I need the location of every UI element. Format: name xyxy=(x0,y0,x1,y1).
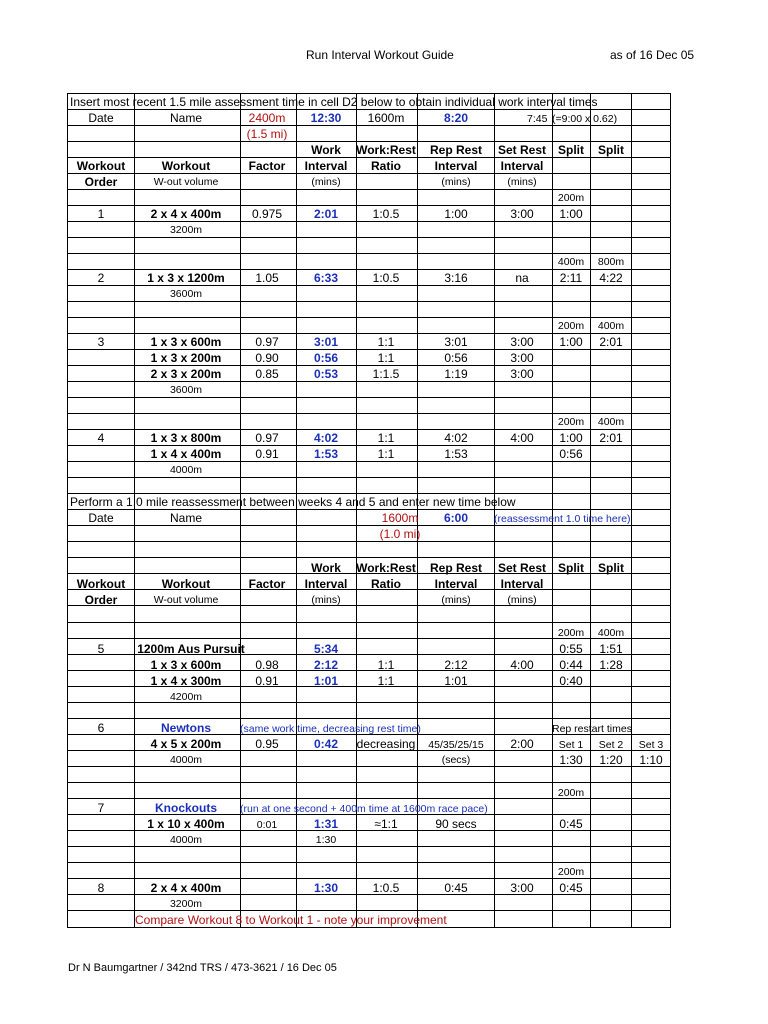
table-cell-text: 1600m xyxy=(367,111,405,125)
table-cell-text: 2 x 4 x 400m xyxy=(150,881,222,895)
table-cell-text: (reassessment 1.0 time here) xyxy=(494,513,631,525)
table-cell-text: 0.91 xyxy=(255,674,279,688)
table-cell-text: 3:01 xyxy=(313,335,339,349)
table-cell-text: 1:30 xyxy=(315,834,337,846)
grid-row-line xyxy=(67,541,671,542)
grid-column-line xyxy=(67,93,68,928)
table-cell-text: 1:31 xyxy=(313,817,339,831)
table-cell-text: 2 x 3 x 200m xyxy=(150,367,222,381)
table-cell-text: 8:20 xyxy=(443,111,469,125)
table-cell-text: Set Rest xyxy=(497,143,547,157)
table-cell-text: 4 xyxy=(97,431,105,445)
grid-row-line xyxy=(67,397,671,398)
table-cell-text: Name xyxy=(169,511,203,525)
table-cell-text: 200m xyxy=(557,192,585,204)
table-cell-text: Rep Rest xyxy=(429,143,483,157)
table-cell-text: Compare Workout 8 to Workout 1 - note your improvement xyxy=(135,913,447,927)
table-cell-text: 200m xyxy=(557,866,585,878)
table-cell-text: 3:01 xyxy=(444,335,468,349)
grid-row-line xyxy=(67,557,671,558)
table-cell-text: 2:12 xyxy=(444,658,468,672)
table-cell-text: 0:45 xyxy=(559,881,583,895)
grid-row-line xyxy=(67,477,671,478)
table-cell-text: Split xyxy=(558,143,584,157)
table-cell-text: 45/35/25/15 xyxy=(428,739,484,751)
table-cell-text: 1:0.5 xyxy=(372,881,400,895)
table-cell-text: (run at one second + 400m time at 1600m race pace) xyxy=(240,803,488,815)
grid-row-line xyxy=(67,782,671,783)
table-cell-text: 1:0.5 xyxy=(372,271,400,285)
table-cell-text: 1200m Aus Pursuit xyxy=(137,642,245,656)
table-cell-text: 0:53 xyxy=(313,367,339,381)
table-cell-text: 90 secs xyxy=(435,817,477,831)
table-cell-text: 3 xyxy=(97,335,105,349)
table-cell-text: 0:55 xyxy=(559,642,583,656)
table-cell-text: 1:30 xyxy=(559,753,583,767)
table-cell-text: 1:1.5 xyxy=(372,367,400,381)
table-cell-text: (mins) xyxy=(311,594,341,606)
grid-row-line xyxy=(67,846,671,847)
table-cell-text: Factor xyxy=(248,577,286,591)
table-cell-text: na xyxy=(515,271,529,285)
table-cell-text: (mins) xyxy=(311,176,341,188)
table-cell-text: Interval xyxy=(500,159,544,173)
table-cell-text: 3:00 xyxy=(510,207,534,221)
grid-row-line xyxy=(67,910,671,911)
table-cell-text: 0.975 xyxy=(251,207,283,221)
table-cell-text: 0.91 xyxy=(255,447,279,461)
table-cell-text: Knockouts xyxy=(154,801,218,815)
table-cell-text: 0:44 xyxy=(559,658,583,672)
table-cell-text: W-out volume xyxy=(153,594,219,606)
table-cell-text: Factor xyxy=(248,159,286,173)
table-cell-text: Interval xyxy=(434,159,478,173)
grid-column-line xyxy=(134,93,135,928)
table-cell-text: Work xyxy=(311,143,341,157)
table-cell-text: Interval xyxy=(500,577,544,591)
table-cell-text: (same work time, decreasing rest time) xyxy=(240,723,421,735)
table-cell-text: Date xyxy=(88,511,114,525)
grid-row-line xyxy=(67,237,671,238)
table-cell-text: Ratio xyxy=(371,159,401,173)
table-cell-text: Interval xyxy=(304,159,348,173)
table-cell-text: 0:45 xyxy=(559,817,583,831)
grid-column-line xyxy=(670,93,671,928)
table-cell-text: 1:51 xyxy=(599,642,623,656)
table-cell-text: Workout xyxy=(76,577,126,591)
table-cell-text: 1600m xyxy=(381,511,419,525)
table-cell-text: 1:1 xyxy=(377,658,395,672)
table-cell-text: 3600m xyxy=(169,288,203,300)
table-cell-text: Workout xyxy=(161,159,211,173)
table-cell-text: 6:00 xyxy=(443,511,469,525)
table-cell-text: 1:20 xyxy=(599,753,623,767)
table-cell-text: Work xyxy=(311,561,341,575)
table-cell-text: 4000m xyxy=(169,834,203,846)
grid-row-line xyxy=(67,589,671,590)
table-cell-text: Work:Rest xyxy=(356,561,416,575)
table-cell-text: 200m xyxy=(557,627,585,639)
table-cell-text: 2:01 xyxy=(599,335,623,349)
table-cell-text: 400m xyxy=(597,320,625,332)
table-cell-text: 6 xyxy=(97,721,105,735)
table-cell-text: W-out volume xyxy=(153,176,219,188)
table-cell-text: Order xyxy=(84,593,118,607)
table-cell-text: (secs) xyxy=(441,754,471,766)
table-cell-text: 4:00 xyxy=(510,431,534,445)
table-cell-text: 400m xyxy=(597,627,625,639)
table-cell-text: 1 x 10 x 400m xyxy=(147,817,225,831)
table-cell-text: Interval xyxy=(304,577,348,591)
grid-row-line xyxy=(67,718,671,719)
table-cell-text: 1:1 xyxy=(377,674,395,688)
table-cell-text: 1:1 xyxy=(377,351,395,365)
table-cell-text: 1:00 xyxy=(559,335,583,349)
table-cell-text: 4:22 xyxy=(599,271,623,285)
table-cell-text: 1 x 3 x 600m xyxy=(150,658,222,672)
table-cell-text: Order xyxy=(84,175,118,189)
table-cell-text: 1:53 xyxy=(444,447,468,461)
table-cell-text: ≈1:1 xyxy=(374,817,398,831)
table-cell-text: 6:33 xyxy=(313,271,339,285)
workout-table xyxy=(67,93,671,928)
table-cell-text: 0:56 xyxy=(444,351,468,365)
table-cell-text: 1:30 xyxy=(313,881,339,895)
table-cell-text: Perform a 1.0 mile reassessment between weeks 4 and 5 and enter new time below xyxy=(70,495,516,509)
table-cell-text: 4000m xyxy=(169,464,203,476)
table-cell-text: 0:56 xyxy=(313,351,339,365)
table-cell-text: 1 x 3 x 600m xyxy=(150,335,222,349)
table-cell-text: (mins) xyxy=(441,594,471,606)
table-cell-text: 1 xyxy=(97,207,105,221)
table-cell-text: 3200m xyxy=(169,224,203,236)
table-cell-text: 1:01 xyxy=(444,674,468,688)
table-cell-text: 5:34 xyxy=(313,642,339,656)
table-cell-text: (mins) xyxy=(507,594,537,606)
table-cell-text: Set 1 xyxy=(558,739,584,751)
table-cell-text: 800m xyxy=(597,256,625,268)
table-cell-text: Rep restart times xyxy=(552,723,632,735)
table-cell-text: 1 x 3 x 200m xyxy=(150,351,222,365)
table-cell-text: 7:45 xyxy=(527,113,548,125)
table-cell-text: 2:00 xyxy=(510,737,534,751)
table-cell-text: Rep Rest xyxy=(429,561,483,575)
table-cell-text: 1:10 xyxy=(639,753,663,767)
table-cell-text: 3:00 xyxy=(510,335,534,349)
table-cell-text: 1:28 xyxy=(599,658,623,672)
table-cell-text: 3200m xyxy=(169,898,203,910)
table-cell-text: 4000m xyxy=(169,754,203,766)
table-cell-text: 0.90 xyxy=(255,351,279,365)
table-cell-text: 1:1 xyxy=(377,335,395,349)
table-cell-text: 2 x 4 x 400m xyxy=(150,207,222,221)
table-cell-text: 2:01 xyxy=(599,431,623,445)
table-cell-text: 4200m xyxy=(169,691,203,703)
table-cell-text: Ratio xyxy=(371,577,401,591)
table-cell-text: 0.85 xyxy=(255,367,279,381)
table-cell-text: 1:00 xyxy=(559,431,583,445)
table-cell-text: 1 x 4 x 400m xyxy=(150,447,222,461)
table-cell-text: Set Rest xyxy=(497,561,547,575)
table-cell-text: 2 xyxy=(97,271,105,285)
table-cell-text: 1:19 xyxy=(444,367,468,381)
grid-row-line xyxy=(67,301,671,302)
table-cell-text: 2400m xyxy=(248,111,286,125)
table-cell-text: 0:56 xyxy=(559,447,583,461)
as-of-date: as of 16 Dec 05 xyxy=(610,48,695,62)
table-cell-text: 400m xyxy=(557,256,585,268)
table-cell-text: 1.05 xyxy=(255,271,279,285)
table-cell-text: decreasing xyxy=(356,737,416,751)
table-cell-text: 0.98 xyxy=(255,658,279,672)
table-cell-text: 4 x 5 x 200m xyxy=(150,737,222,751)
table-cell-text: Set 2 xyxy=(598,739,624,751)
table-cell-text: Newtons xyxy=(160,721,212,735)
table-cell-text: 8 xyxy=(97,881,105,895)
table-cell-text: 1:01 xyxy=(313,674,339,688)
table-cell-text: 1 x 4 x 300m xyxy=(150,674,222,688)
table-cell-text: 4:02 xyxy=(444,431,468,445)
table-cell-text: 12:30 xyxy=(310,111,342,125)
table-cell-text: 0.95 xyxy=(255,737,279,751)
grid-row-line xyxy=(67,862,671,863)
table-cell-text: 7 xyxy=(97,801,105,815)
table-cell-text: 4:00 xyxy=(510,658,534,672)
table-cell-text: Date xyxy=(88,111,114,125)
table-cell-text: Split xyxy=(558,561,584,575)
table-cell-text: 2:11 xyxy=(559,271,583,285)
table-cell-text: 200m xyxy=(557,787,585,799)
table-cell-text: Work:Rest xyxy=(356,143,416,157)
table-cell-text: 200m xyxy=(557,320,585,332)
table-cell-text: (mins) xyxy=(441,176,471,188)
table-cell-text: Workout xyxy=(76,159,126,173)
table-cell-text: 0:40 xyxy=(559,674,583,688)
grid-column-line xyxy=(631,93,632,928)
table-cell-text: (=9:00 x 0.62) xyxy=(552,113,618,125)
table-cell-text: 2:12 xyxy=(313,658,339,672)
table-cell-text: 0:42 xyxy=(313,737,339,751)
table-cell-text: Insert most recent 1.5 mile assessment time in cell D2 below to obtain individual work interval times xyxy=(70,95,598,109)
table-cell-text: 1:1 xyxy=(377,447,395,461)
table-cell-text: 1:0.5 xyxy=(372,207,400,221)
table-cell-text: Interval xyxy=(434,577,478,591)
table-cell-text: 3600m xyxy=(169,384,203,396)
table-cell-text: (1.0 mi) xyxy=(379,527,421,541)
table-cell-text: 0.97 xyxy=(255,431,279,445)
table-cell-text: Split xyxy=(598,143,624,157)
table-cell-text: 0:01 xyxy=(256,819,278,831)
table-cell-text: 1 x 3 x 1200m xyxy=(147,271,225,285)
table-cell-text: 3:00 xyxy=(510,351,534,365)
table-cell-text: 1:53 xyxy=(313,447,339,461)
table-cell-text: 0:45 xyxy=(444,881,468,895)
table-cell-text: 3:00 xyxy=(510,367,534,381)
table-cell-text: Set 3 xyxy=(638,739,664,751)
grid-row-line xyxy=(67,702,671,703)
table-cell-text: 1:1 xyxy=(377,431,395,445)
grid-row-line xyxy=(67,622,671,623)
table-cell-text: 0.97 xyxy=(255,335,279,349)
table-cell-text: 5 xyxy=(97,642,105,656)
table-cell-text: Name xyxy=(169,111,203,125)
footer-credit: Dr N Baumgartner / 342nd TRS / 473-3621 / 16 Dec 05 xyxy=(68,962,337,974)
table-cell-text: 1 x 3 x 800m xyxy=(150,431,222,445)
table-cell-text: 4:02 xyxy=(313,431,339,445)
table-cell-text: 3:00 xyxy=(510,881,534,895)
table-cell-text: 1:00 xyxy=(559,207,583,221)
table-cell-text: 3:16 xyxy=(444,271,468,285)
page-title: Run Interval Workout Guide xyxy=(306,48,454,62)
table-cell-text: (1.5 mi) xyxy=(246,127,288,141)
table-cell-text: 400m xyxy=(597,416,625,428)
table-cell-text: Workout xyxy=(161,577,211,591)
table-cell-text: 200m xyxy=(557,416,585,428)
table-cell-text: Split xyxy=(598,561,624,575)
table-cell-text: (mins) xyxy=(507,176,537,188)
table-cell-text: 1:00 xyxy=(444,207,468,221)
table-cell-text: 2:01 xyxy=(313,207,339,221)
